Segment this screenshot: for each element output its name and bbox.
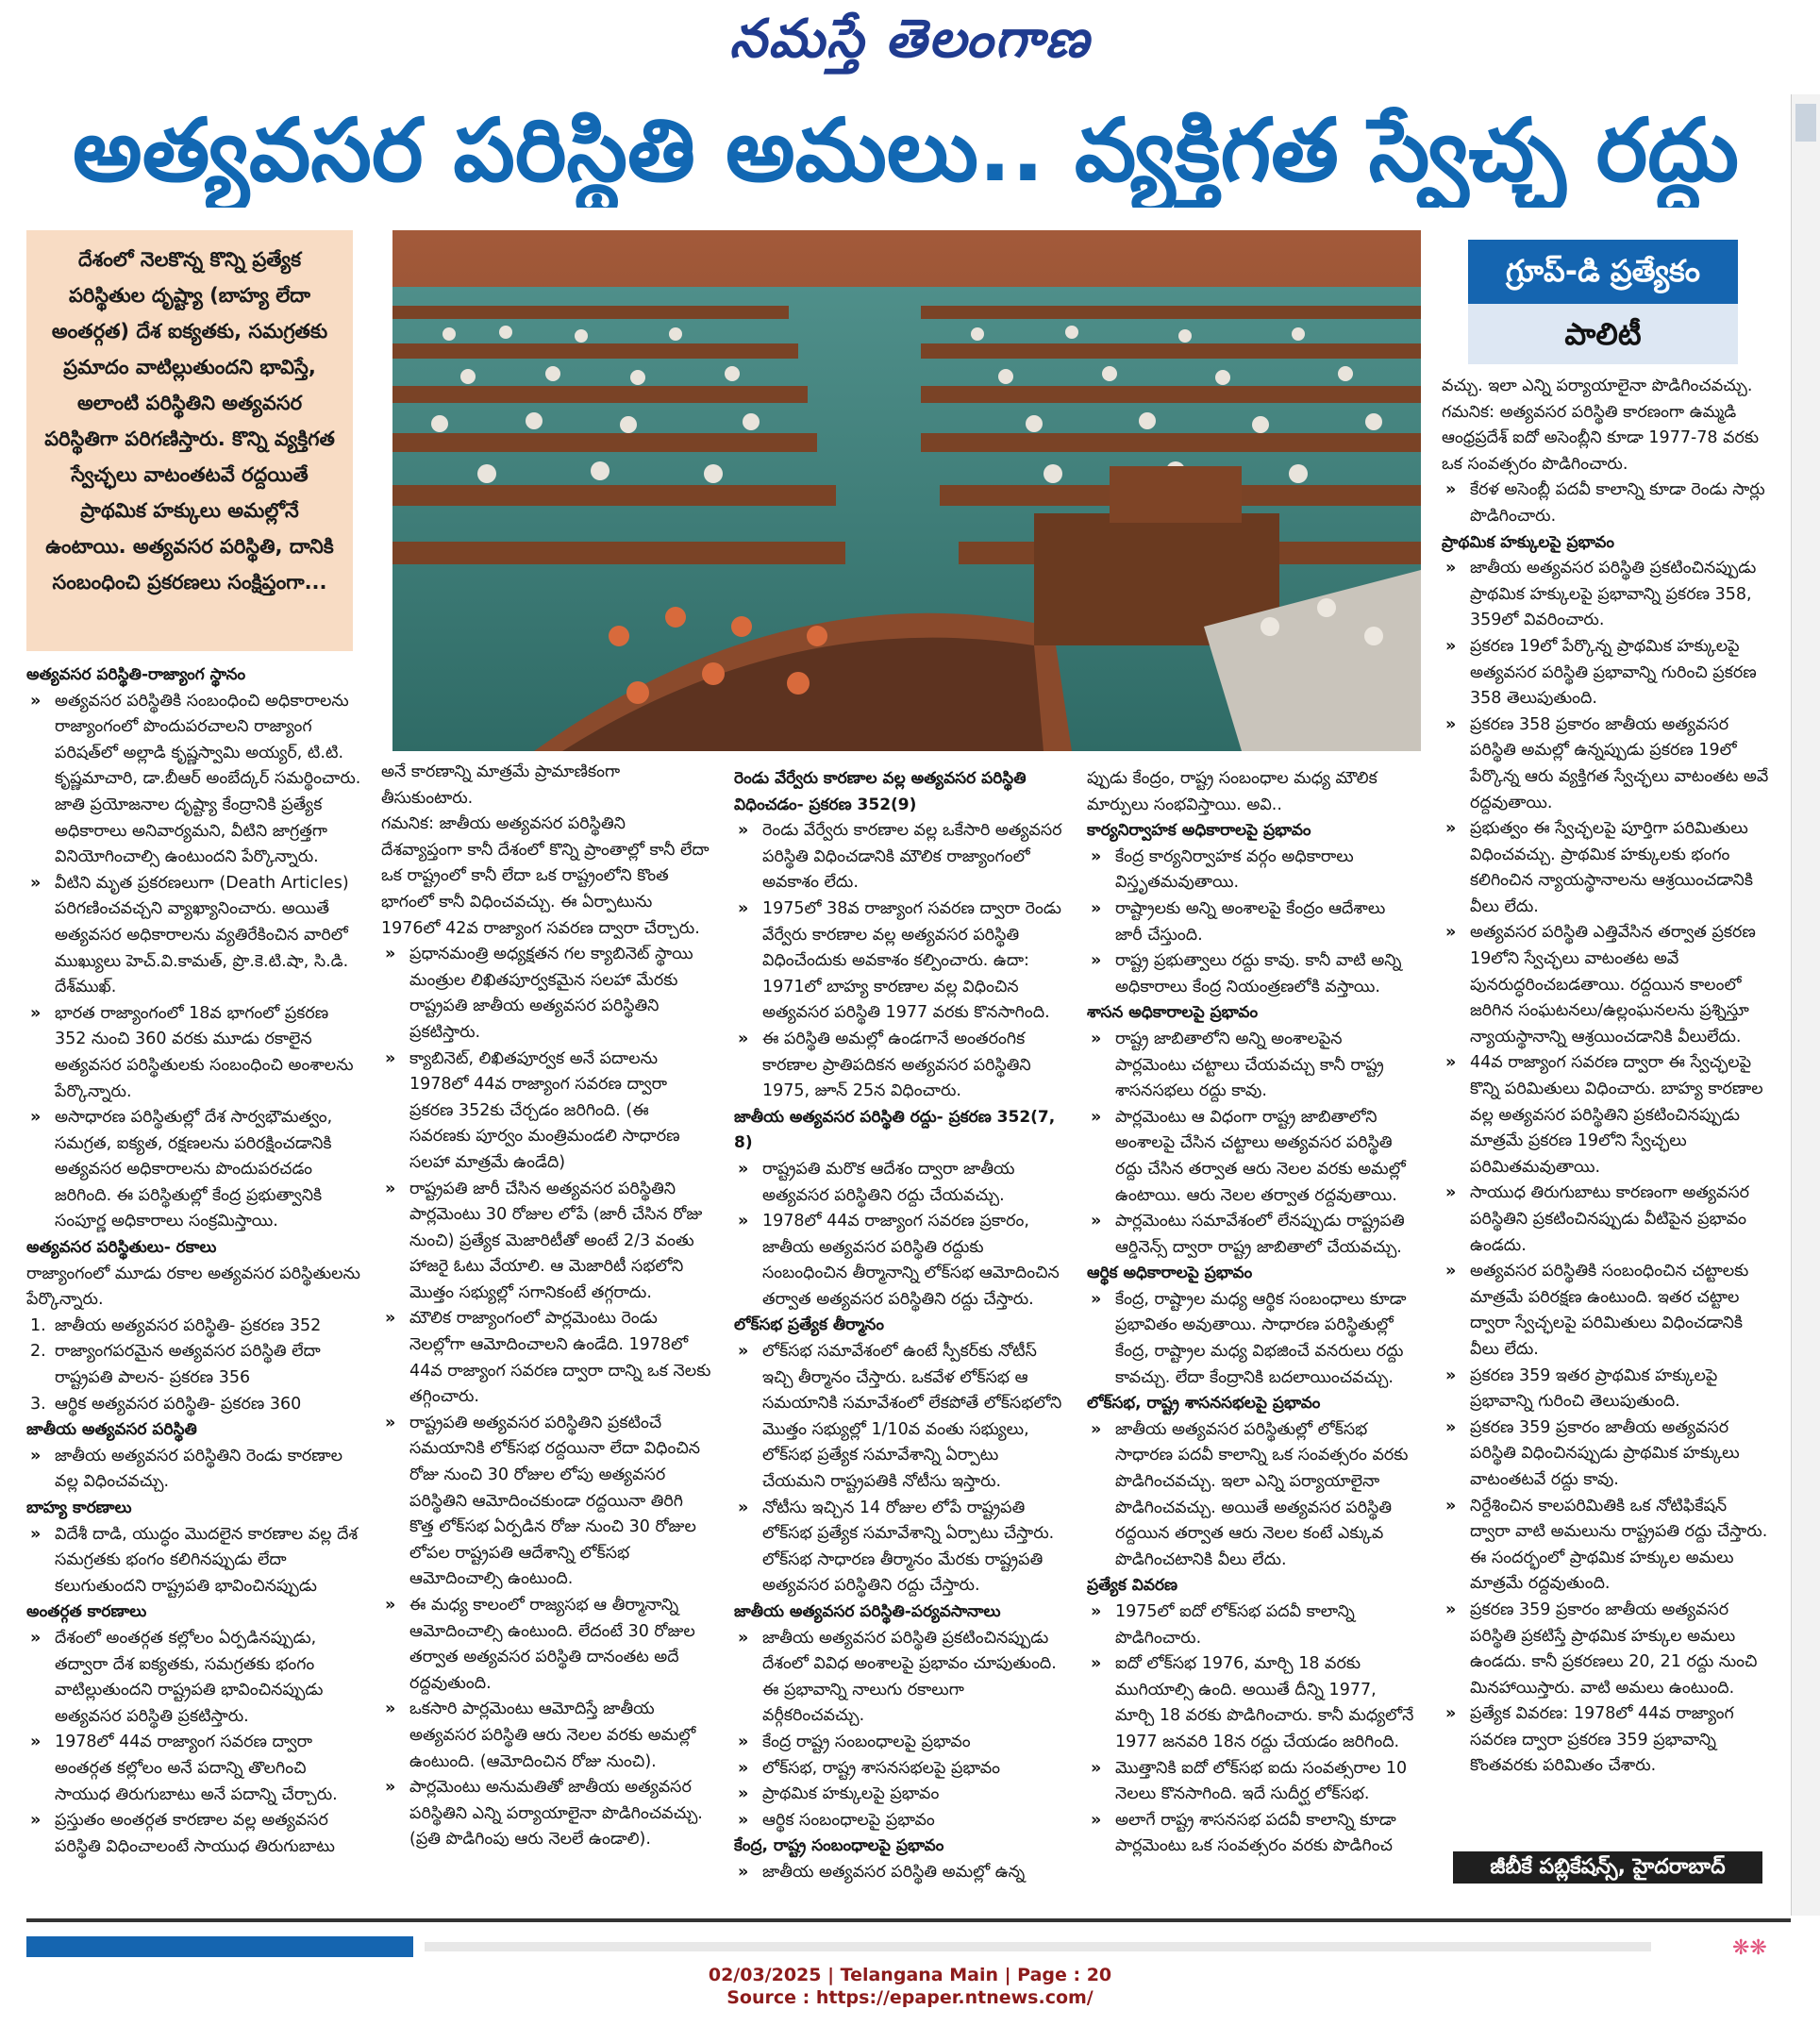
masthead-title: నమస్తే తెలంగాణ — [729, 8, 1091, 70]
item-text: ఆర్థిక అత్యవసర పరిస్థితి- ప్రకరణ 360 — [55, 1394, 302, 1414]
article-column-3 — [734, 766, 1064, 1919]
bullet-paragraph: » మొత్తానికి ఐదో లోక్‌సభ ఐదు సంవత్సరాల 10 నెలలు కొనసాగింది. ఇదే సుదీర్ఘ లోక్‌సభ. — [1087, 1756, 1417, 1808]
bullet-paragraph: » జాతీయ అత్యవసర పరిస్థితి ప్రకటించినప్పుడు దేశంలో వివిధ అంశాలపై ప్రభావం చూపుతుంది. ఈ ప్రభావాన్ని నాలుగు రకాలుగా వర్గీకరించవచ్చు. — [734, 1626, 1064, 1730]
next-article-strip — [26, 1936, 413, 1957]
bullet-paragraph: » పార్లమెంటు సమావేశంలో లేనప్పుడు రాష్ట్రపతి ఆర్డినెన్స్ ద్వారా రాష్ట్ర జాబితాలో చేయవచ్చు. — [1087, 1209, 1417, 1261]
decoration-icon: ❋❋ — [1732, 1936, 1767, 1960]
bullet-paragraph: » 1978లో 44వ రాజ్యాంగ సవరణ ద్వారా అంతర్గత కల్లోలం అనే పదాన్ని తొలగించి సాయుధ తిరుగుబాటు అనే పదాన్ని చేర్చారు. — [26, 1730, 362, 1808]
bullet-paragraph: » రాష్ట్రపతి అత్యవసర పరిస్థితిని ప్రకటించే సమయానికి లోక్‌సభ రద్దయినా లేదా విధించిన రోజు నుంచి 30 రోజుల లోపు అత్యవసర పరిస్థితిని ఆమోదించకుండా రద్దయినా తిరిగి కొత్త లోక్‌సభ ఏర్పడిన రోజు నుంచి 30 రోజుల లోపల రాష్ట్రపతి ఆదేశాన్ని లోక్‌సభ ఆమోదించాల్సి ఉంటుంది. — [381, 1411, 711, 1593]
bullet-paragraph: » ఈ మధ్య కాలంలో రాజ్యసభ ఆ తీర్మానాన్ని ఆమోదించాల్సి ఉంటుంది. లేదంటే 30 రోజుల తర్వాత అత్యవసర పరిస్థితి దానంతట అదే రద్దవుతుంది. — [381, 1593, 711, 1697]
bullet-paragraph: » ప్రకరణ 19లో పేర్కొన్న ప్రాథమిక హక్కులపై అత్యవసర పరిస్థితి ప్రభావాన్ని గురించి ప్రకరణ 358 తెలుపుతుంది. — [1442, 634, 1772, 712]
bullet-paragraph: » రాష్ట్ర జాబితాలోని అన్ని అంశాలపైన పార్లమెంటు చట్టాలు చేయవచ్చు కానీ రాష్ట్ర శాసనసభలు రద్దు కావు. — [1087, 1027, 1417, 1105]
bullet-paragraph: » ప్రాథమిక హక్కులపై ప్రభావం — [734, 1782, 1064, 1808]
section-box-subject: పాలిటీ — [1468, 304, 1738, 364]
bullet-paragraph: » విదేశీ దాడి, యుద్ధం మొదలైన కారణాల వల్ల దేశ సమగ్రతకు భంగం కలిగినప్పుడు లేదా కలుగుతుందని రాష్ట్రపతి భావించినప్పుడు — [26, 1522, 362, 1600]
next-article-rule — [425, 1942, 1651, 1951]
bullet-paragraph: » క్యాబినెట్, లిఖితపూర్వక అనే పదాలను 1978లో 44వ రాజ్యాంగ సవరణ ద్వారా ప్రకరణ 352కు చేర్చడం జరిగింది. (ఈ సవరణకు పూర్వం మంత్రిమండలి సాధారణ సలహా మాత్రమే ఉండేది) — [381, 1046, 711, 1177]
bullet-paragraph: » ప్రత్యేక వివరణ: 1978లో 44వ రాజ్యాంగ సవరణ ద్వారా ప్రకరణ 359 ప్రభావాన్ని కొంతవరకు పరిమితం చేశారు. — [1442, 1701, 1772, 1780]
item-text: జాతీయ అత్యవసర పరిస్థితి- ప్రకరణ 352 — [55, 1315, 322, 1335]
section-heading: ప్రాథమిక హక్కులపై ప్రభావం — [1442, 532, 1614, 552]
scroll-tab[interactable] — [1795, 104, 1816, 142]
parliament-illustration — [392, 230, 1421, 751]
source-link[interactable]: Source : https://epaper.ntnews.com/ — [726, 1987, 1094, 2008]
bottom-rule — [26, 1918, 1791, 1922]
article-column-1 — [26, 662, 362, 1917]
right-edge-strip — [1791, 94, 1820, 1916]
bullet-paragraph: » ఐదో లోక్‌సభ 1976, మార్చి 18 వరకు ముగియాల్సి ఉంది. అయితే దీన్ని 1977, మార్చి 18 వరకు పొడిగించారు. కానీ మధ్యలోనే 1977 జనవరి 18న రద్దు చేయడం జరిగింది. — [1087, 1651, 1417, 1755]
parliament-photo — [392, 230, 1421, 751]
bullet-paragraph: » లోక్‌సభ, రాష్ట్ర శాసనసభలపై ప్రభావం — [734, 1756, 1064, 1783]
article-column-4 — [1087, 766, 1417, 1919]
paragraph: అనే కారణాన్ని మాత్రమే ప్రామాణికంగా తీసుకుంటారు. — [381, 762, 621, 808]
section-heading: ఆర్థిక అధికారాలపై ప్రభావం — [1087, 1264, 1253, 1283]
bullet-paragraph: » జాతీయ అత్యవసర పరిస్థితి అమల్లో ఉన్న — [734, 1860, 1064, 1886]
numbered-item — [26, 1339, 362, 1391]
bullet-paragraph: » రాష్ట్రాలకు అన్ని అంశాలపై కేంద్రం ఆదేశాలు జారీ చేస్తుంది. — [1087, 896, 1417, 948]
item-number: 1. — [30, 1315, 46, 1335]
section-heading: శాసన అధికారాలపై ప్రభావం — [1087, 1003, 1259, 1023]
section-heading: లోక్‌సభ ప్రత్యేక తీర్మానం — [734, 1315, 884, 1335]
bullet-paragraph: » మౌలిక రాజ్యాంగంలో పార్లమెంటు రెండు నెలల్లోగా ఆమోదించాలని ఉండేది. 1978లో 44వ రాజ్యాంగ సవరణ ద్వారా దాన్ని ఒక నెలకు తగ్గించారు. — [381, 1306, 711, 1410]
section-heading: జాతీయ అత్యవసర పరిస్థితి-పర్యవసానాలు — [734, 1602, 1001, 1621]
bullet-paragraph: » దేశంలో అంతర్గత కల్లోలం ఏర్పడినప్పుడు, తద్వారా దేశ ఐక్యతకు, సమగ్రతకు భంగం వాటిల్లుతుందని రాష్ట్రపతి భావించినప్పుడు అత్యవసర పరిస్థితి ప్రకటిస్తారు. — [26, 1626, 362, 1730]
bullet-paragraph: » ప్రధానమంత్రి అధ్యక్షతన గల క్యాబినెట్ స్థాయి మంత్రుల లిఖితపూర్వకమైన సలహా మేరకు రాష్ట్రపతి జాతీయ అత్యవసర పరిస్థితిని ప్రకటిస్తారు. — [381, 942, 711, 1046]
bullet-paragraph: » ఆర్థిక సంబంధాలపై ప్రభావం — [734, 1808, 1064, 1834]
bullet-paragraph: » నోటీసు ఇచ్చిన 14 రోజుల లోపే రాష్ట్రపతి లోక్‌సభ ప్రత్యేక సమావేశాన్ని ఏర్పాటు చేస్తారు. లోక్‌సభ సాధారణ తీర్మానం మేరకు రాష్ట్రపతి అత్యవసర పరిస్థితిని రద్దు చేస్తారు. — [734, 1496, 1064, 1599]
section-heading: అత్యవసర పరిస్థితి-రాజ్యాంగ స్థానం — [26, 665, 246, 684]
bullet-paragraph: » రాష్ట్రపతి జారీ చేసిన అత్యవసర పరిస్థితిని పార్లమెంటు 30 రోజుల లోపే (జారీ చేసిన రోజు నుంచి) ప్రత్యేక మెజారిటీతో అంటే 2/3 వంతు హాజరై ఓటు వేయాలి. ఆ మెజారిటీ సభలోని మొత్తం సభ్యుల్లో సగానికంటే తగ్గరాదు. — [381, 1177, 711, 1307]
bullet-paragraph: » నిర్దేశించిన కాలపరిమితికి ఒక నోటిఫికేషన్ ద్వారా వాటి అమలును రాష్ట్రపతి రద్దు చేస్తారు. ఈ సందర్భంలో ప్రాథమిక హక్కుల అమలు మాత్రమే రద్దవుతుంది. — [1442, 1494, 1772, 1598]
numbered-item — [26, 1314, 362, 1340]
article-column-5 — [1442, 374, 1772, 1846]
section-heading: బాహ్య కారణాలు — [26, 1499, 132, 1517]
paragraph: రాజ్యాంగంలో మూడు రకాల అత్యవసర పరిస్థితులను పేర్కొన్నారు. — [26, 1264, 360, 1310]
bullet-paragraph: » ప్రభుత్వం ఈ స్వేచ్ఛలపై పూర్తిగా పరిమితులు విధించవచ్చు. ప్రాథమిక హక్కులకు భంగం కలిగించిన న్యాయస్థానాలను ఆశ్రయించడానికి వీలు లేదు. — [1442, 816, 1772, 920]
bullet-paragraph: » అలాగే రాష్ట్ర శాసనసభ పదవీ కాలాన్ని కూడా పార్లమెంటు ఒక సంవత్సరం వరకు పొడిగించ — [1087, 1808, 1417, 1860]
item-number: 3. — [30, 1394, 46, 1414]
section-heading: కార్యనిర్వాహక అధికారాలపై ప్రభావం — [1087, 821, 1311, 841]
bullet-paragraph: » ఒకసారి పార్లమెంటు ఆమోదిస్తే జాతీయ అత్యవసర పరిస్థితి ఆరు నెలల వరకు అమల్లో ఉంటుంది. (ఆమోదించిన రోజు నుంచి). — [381, 1697, 711, 1775]
paragraph: ప్పుడు కేంద్రం, రాష్ట్ర సంబంధాల మధ్య మౌలిక మార్పులు సంభవిస్తాయి. అవి.. — [1087, 769, 1378, 814]
bullet-paragraph: » ప్రకరణ 359 ప్రకారం జాతీయ అత్యవసర పరిస్థితి విధించినప్పుడు ప్రాథమిక హక్కులు వాటంతటవే రద్దు కావు. — [1442, 1415, 1772, 1494]
section-heading: రెండు వేర్వేరు కారణాల వల్ల అత్యవసర పరిస్థితి విధించడం- ప్రకరణ 352(9) — [734, 769, 1027, 814]
bullet-paragraph: » రాష్ట్రపతి మరొక ఆదేశం ద్వారా జాతీయ అత్యవసర పరిస్థితిని రద్దు చేయవచ్చు. — [734, 1157, 1064, 1209]
bullet-paragraph: » 1978లో 44వ రాజ్యాంగ సవరణ ప్రకారం, జాతీయ అత్యవసర పరిస్థితి రద్దుకు సంబంధించిన తీర్మానాన్ని లోక్‌సభ ఆమోదించిన తర్వాత అత్యవసర పరిస్థితిని రద్దు చేస్తారు. — [734, 1209, 1064, 1313]
bullet-paragraph: » జాతీయ అత్యవసర పరిస్థితి ప్రకటించినప్పుడు ప్రాథమిక హక్కులపై ప్రభావాన్ని ప్రకరణ 358, 359లో వివరించారు. — [1442, 556, 1772, 634]
paragraph: గమనిక: అత్యవసర పరిస్థితి కారణంగా ఉమ్మడి ఆంధ్రప్రదేశ్ ఐదో అసెంబ్లీని కూడా 1977-78 వరకు ఒక సంవత్సరం పొడిగించారు. — [1442, 402, 1760, 474]
bullet-paragraph: » 1975లో ఐదో లోక్‌సభ పదవీ కాలాన్ని పొడిగించారు. — [1087, 1599, 1417, 1651]
section-box-title: గ్రూప్-డి ప్రత్యేకం — [1468, 240, 1738, 304]
section-heading: ప్రత్యేక వివరణ — [1087, 1576, 1178, 1596]
bullet-paragraph: » జాతీయ అత్యవసర పరిస్థితిని రెండు కారణాల వల్ల విధించవచ్చు. — [26, 1444, 362, 1496]
bullet-paragraph: » అత్యవసర పరిస్థితి ఎత్తివేసిన తర్వాత ప్రకరణ 19లోని స్వేచ్ఛలు వాటంతట అవే పునరుద్ధరించబడతాయి. రద్దయిన కాలంలో జరిగిన సంఘటనలు/ఉల్లంఘనలను ప్రశ్నిస్తూ న్యాయస్థానాన్ని ఆశ్రయించడానికి వీలులేదు. — [1442, 920, 1772, 1050]
section-heading: లోక్‌సభ, రాష్ట్ర శాసనసభలపై ప్రభావం — [1087, 1394, 1321, 1414]
bullet-paragraph: » రాష్ట్ర ప్రభుత్వాలు రద్దు కావు. కానీ వాటి అన్ని అధికారాలు కేంద్ర నియంత్రణలోకి వస్తాయి. — [1087, 948, 1417, 1000]
bullet-paragraph: » ప్రకరణ 358 ప్రకారం జాతీయ అత్యవసర పరిస్థితి అమల్లో ఉన్నప్పుడు ప్రకరణ 19లో పేర్కొన్న ఆరు వ్యక్తిగత స్వేచ్ఛలు వాటంతట అవే రద్దవుతాయి. — [1442, 712, 1772, 816]
bullet-paragraph: » కేంద్ర కార్యనిర్వాహక వర్గం అధికారాలు విస్తృతమవుతాయి. — [1087, 845, 1417, 896]
section-heading: జాతీయ అత్యవసర పరిస్థితి — [26, 1420, 197, 1440]
bullet-paragraph: » ఈ పరిస్థితి అమల్లో ఉండగానే అంతరంగిక కారణాల ప్రాతిపదికన అత్యవసర పరిస్థితిని 1975, జూన్ 25న విధించారు. — [734, 1027, 1064, 1105]
section-heading: కేంద్ర, రాష్ట్ర సంబంధాలపై ప్రభావం — [734, 1836, 944, 1856]
masthead — [0, 8, 1820, 83]
bullet-paragraph: » రెండు వేర్వేరు కారణాల వల్ల ఒకేసారి అత్యవసర పరిస్థితి విధించడానికి మౌలిక రాజ్యాంగంలో అవకాశం లేదు. — [734, 818, 1064, 896]
headline: అత్యవసర పరిస్థితి అమలు.. వ్యక్తిగత స్వేచ్ఛ రద్దు — [73, 100, 1739, 201]
bullet-paragraph: » పార్లమెంటు అనుమతితో జాతీయ అత్యవసర పరిస్థితిని ఎన్ని పర్యాయాలైనా పొడిగించవచ్చు. (ప్రతి పొడిగింపు ఆరు నెలలే ఉండాలి). — [381, 1775, 711, 1853]
bullet-paragraph: » ప్రకరణ 359 ప్రకారం జాతీయ అత్యవసర పరిస్థితి ప్రకటిస్తే ప్రాథమిక హక్కుల అమలు ఉండదు. కానీ ప్రకరణలు 20, 21 రద్దు నుంచి మినహాయిస్తారు. వాటి అమలు ఉంటుంది. — [1442, 1598, 1772, 1701]
page-info: 02/03/2025 | Telangana Main | Page : 20 — [708, 1965, 1112, 1985]
bullet-paragraph: » కేంద్ర రాష్ట్ర సంబంధాలపై ప్రభావం — [734, 1730, 1064, 1756]
publisher-credit: జీబీకే పబ్లికేషన్స్, హైదరాబాద్ — [1453, 1851, 1762, 1884]
paragraph: గమనిక: జాతీయ అత్యవసర పరిస్థితిని దేశవ్యాప్తంగా కానీ దేశంలో కొన్ని ప్రాంతాల్లో కానీ లేదా ఒక రాష్ట్రంలో కానీ లేదా ఒక రాష్ట్రంలోని కొంత భాగంలో కానీ విధించవచ్చు. ఈ ఏర్పాటును 1976లో 42వ రాజ్యాంగ సవరణ ద్వారా చేర్చారు. — [381, 814, 710, 938]
section-heading: అత్యవసర పరిస్థితులు- రకాలు — [26, 1238, 217, 1258]
bullet-paragraph: » ప్రస్తుతం అంతర్గత కారణాల వల్ల అత్యవసర పరిస్థితి విధించాలంటే సాయుధ తిరుగుబాటు — [26, 1808, 362, 1860]
article-column-2 — [381, 760, 711, 1920]
section-heading: అంతర్గత కారణాలు — [26, 1602, 147, 1622]
intro-box: దేశంలో నెలకొన్న కొన్ని ప్రత్యేక పరిస్థితుల దృష్ట్యా (బాహ్య లేదా అంతర్గత) దేశ ఐక్యతకు, సమగ్రతకు ప్రమాదం వాటిల్లుతుందని భావిస్తే, అలాంటి పరిస్థితిని అత్యవసర పరిస్థితిగా పరిగణిస్తారు. కొన్ని వ్యక్తిగత స్వేచ్ఛలు వాటంతటవే రద్దయితే ప్రాథమిక హక్కులు అమల్లోనే ఉంటాయి. అత్యవసర పరిస్థితి, దానికి సంబంధించి ప్రకరణలు సంక్షిప్తంగా... — [26, 230, 353, 651]
bullet-paragraph: » కేంద్ర, రాష్ట్రాల మధ్య ఆర్థిక సంబంధాలు కూడా ప్రభావితం అవుతాయి. సాధారణ పరిస్థితుల్లో కేంద్ర, రాష్ట్రాల మధ్య విభజించే వనరులు రద్దు కావచ్చు. లేదా కేంద్రానికి బదలాయించవచ్చు. — [1087, 1287, 1417, 1391]
bullet-paragraph: » భారత రాజ్యాంగంలో 18వ భాగంలో ప్రకరణ 352 నుంచి 360 వరకు మూడు రకాలైన అత్యవసర పరిస్థితులకు సంబంధించి అంశాలను పేర్కొన్నారు. — [26, 1001, 362, 1105]
item-number: 2. — [30, 1342, 46, 1362]
bullet-paragraph: » కేరళ అసెంబ్లీ పదవీ కాలాన్ని కూడా రెండు సార్లు పొడిగించారు. — [1442, 477, 1772, 529]
bullet-paragraph: » వీటిని మృత ప్రకరణలుగా (Death Articles) పరిగణించవచ్చని వ్యాఖ్యానించారు. అయితే అత్యవసర అధికారాలను వ్యతిరేకించిన వారిలో ముఖ్యులు హెచ్.వి.కామత్, ప్రొ.కె.టి.షా, సి.డి. దేశ్‌ముఖ్. — [26, 871, 362, 1001]
numbered-item — [26, 1392, 362, 1418]
bullet-paragraph: » జాతీయ అత్యవసర పరిస్థితుల్లో లోక్‌సభ సాధారణ పదవీ కాలాన్ని ఒక సంవత్సరం వరకు పొడిగించవచ్చు. ఇలా ఎన్ని పర్యాయాలైనా పొడిగించవచ్చు. అయితే అత్యవసర పరిస్థితి రద్దయిన తర్వాత ఆరు నెలల కంటే ఎక్కువ పొడిగించటానికి వీలు లేదు. — [1087, 1417, 1417, 1574]
paragraph: వచ్చు. ఇలా ఎన్ని పర్యాయాలైనా పొడిగించవచ్చు. — [1442, 377, 1753, 395]
bullet-paragraph: » అత్యవసర పరిస్థితికి సంబంధించిన చట్టాలకు మాత్రమే పరిరక్షణ ఉంటుంది. ఇతర చట్టాల ద్వారా స్వేచ్ఛలపై పరిమితులు విధించడానికి వీలు లేదు. — [1442, 1259, 1772, 1363]
section-heading: జాతీయ అత్యవసర పరిస్థితి రద్దు- ప్రకరణ 352(7, 8) — [734, 1107, 1056, 1153]
bullet-paragraph: » ప్రకరణ 359 ఇతర ప్రాథమిక హక్కులపై ప్రభావాన్ని గురించి తెలుపుతుంది. — [1442, 1364, 1772, 1415]
bullet-paragraph: » సాయుధ తిరుగుబాటు కారణంగా అత్యవసర పరిస్థితిని ప్రకటించినప్పుడు వీటిపైన ప్రభావం ఉండదు. — [1442, 1180, 1772, 1259]
bullet-paragraph: » 44వ రాజ్యాంగ సవరణ ద్వారా ఈ స్వేచ్ఛలపై కొన్ని పరిమితులు విధించారు. బాహ్య కారణాల వల్ల అత్యవసర పరిస్థితిని ప్రకటించినప్పుడు మాత్రమే ప్రకరణ 19లోని స్వేచ్ఛలు పరిమితమవుతాయి. — [1442, 1050, 1772, 1180]
bullet-paragraph: » అత్యవసర పరిస్థితికి సంబంధించి అధికారాలను రాజ్యాంగంలో పొందుపరచాలని రాజ్యాంగ పరిషత్‌లో అల్లాడి కృష్ణస్వామి అయ్యర్, టి.టి. కృష్ణమాచారి, డా.బీఆర్ అంబేద్కర్ సమర్థించారు. జాతి ప్రయోజనాల దృష్ట్యా కేంద్రానికి ప్రత్యేక అధికారాలు అనివార్యమని, వీటిని జాగ్రత్తగా వినియోగించాల్సి ఉంటుందని పేర్కొన్నారు. — [26, 689, 362, 871]
item-text: రాజ్యాంగపరమైన అత్యవసర పరిస్థితి లేదా రాష్ట్రపతి పాలన- ప్రకరణ 356 — [55, 1342, 321, 1388]
bullet-paragraph: » అసాధారణ పరిస్థితుల్లో దేశ సార్వభౌమత్వం, సమగ్రత, ఐక్యత, రక్షణలను పరిరక్షించడానికి అత్యవసర అధికారాలను పొందుపరచడం జరిగింది. ఈ పరిస్థితుల్లో కేంద్ర ప్రభుత్వానికి సంపూర్ణ అధికారాలు సంక్రమిస్తాయి. — [26, 1105, 362, 1235]
bullet-paragraph: » పార్లమెంటు ఆ విధంగా రాష్ట్ర జాబితాలోని అంశాలపై చేసిన చట్టాలు అత్యవసర పరిస్థితి రద్దు చేసిన తర్వాత ఆరు నెలల వరకు అమల్లో ఉంటాయి. ఆరు నెలల తర్వాత రద్దవుతాయి. — [1087, 1105, 1417, 1209]
bullet-paragraph: » లోక్‌సభ సమావేశంలో ఉంటే స్పీకర్‌కు నోటీస్ ఇచ్చి తీర్మానం చేస్తారు. ఒకవేళ లోక్‌సభ ఆ సమయానికి సమావేశంలో లేకపోతే లోక్‌సభలోని మొత్తం సభ్యుల్లో 1/10వ వంతు సభ్యులు, లోక్‌సభ ప్రత్యేక సమావేశాన్ని ఏర్పాటు చేయమని రాష్ట్రపతికి నోటీసు ఇస్తారు. — [734, 1339, 1064, 1496]
bullet-paragraph: » 1975లో 38వ రాజ్యాంగ సవరణ ద్వారా రెండు వేర్వేరు కారణాల వల్ల అత్యవసర పరిస్థితి విధించేందుకు అవకాశం కల్పించారు. ఉదా: 1971లో బాహ్య కారణాల వల్ల విధించిన అత్యవసర పరిస్థితి 1977 వరకు కొనసాగింది. — [734, 896, 1064, 1027]
